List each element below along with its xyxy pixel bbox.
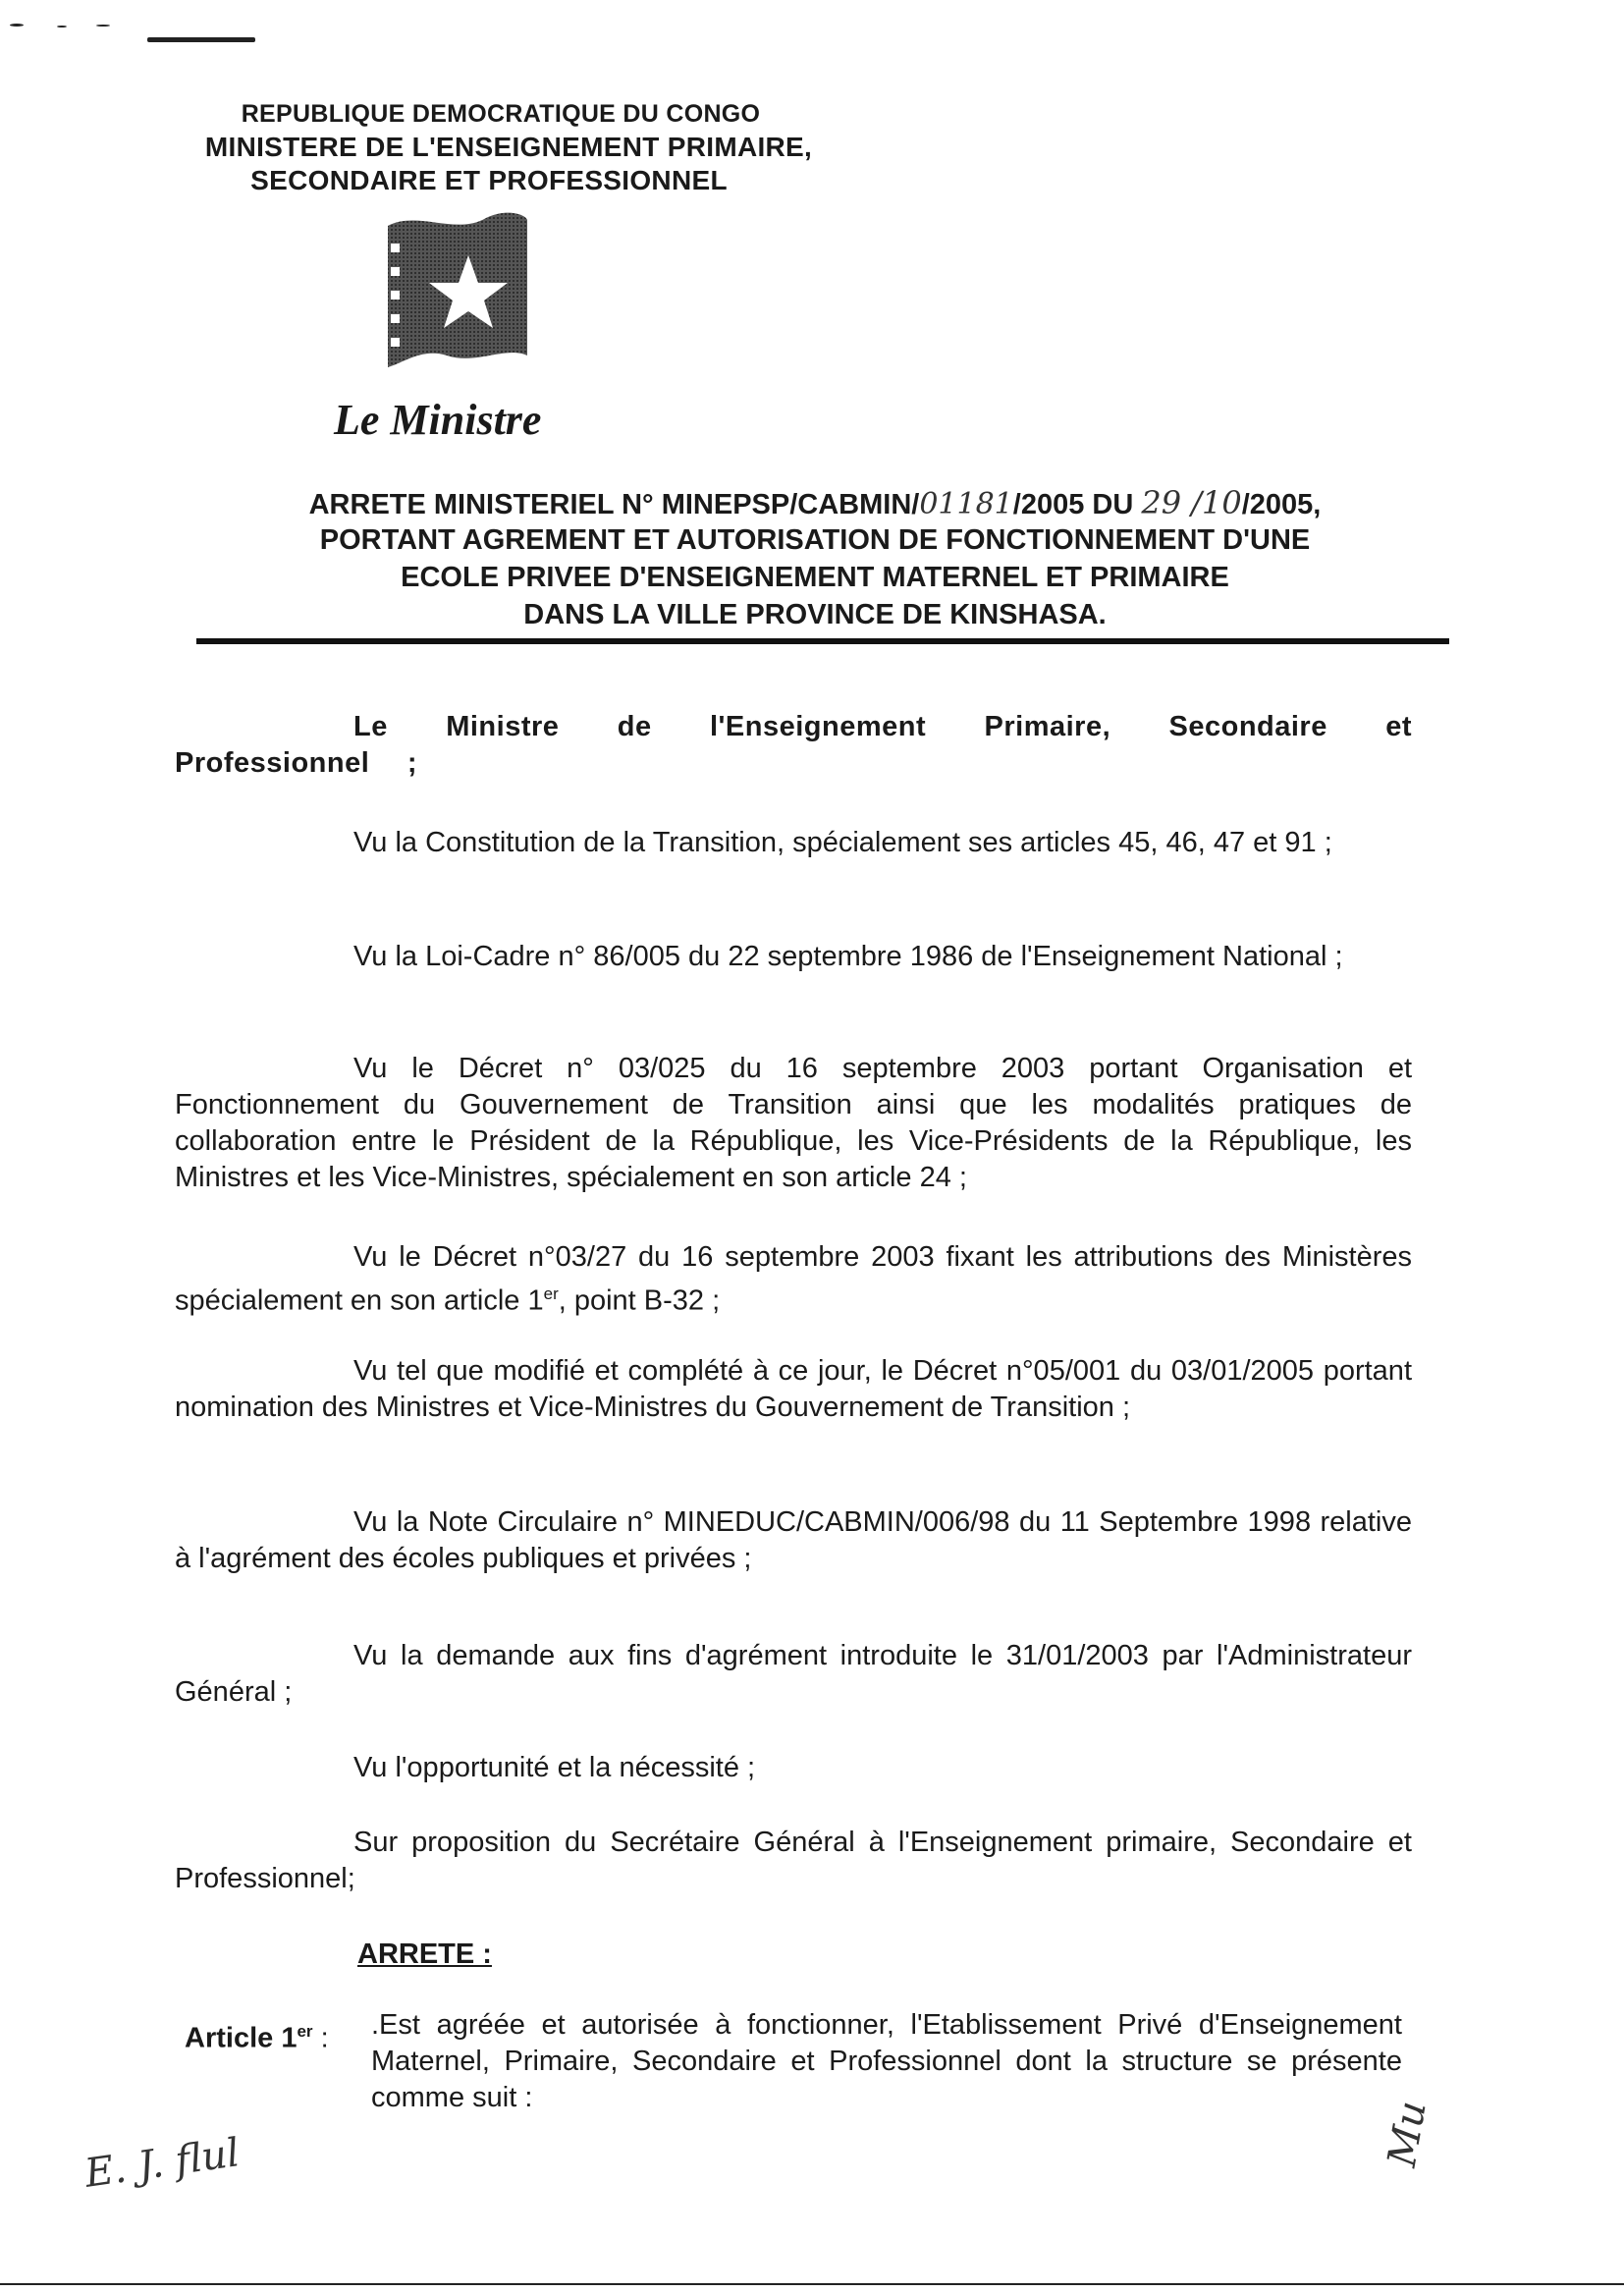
decree-title-line-1 (128, 485, 1502, 523)
arrete-heading: ARRETE : (357, 1938, 492, 1970)
decree-suffix: /2005, (1241, 489, 1322, 520)
paragraph-proposition: Sur proposition du Secrétaire Général à l'Enseignement primaire, Secondaire et Professionnel; (175, 1827, 1412, 1894)
flag-emblem (378, 208, 535, 375)
decree-mid: /2005 DU (1012, 489, 1142, 520)
initials-right: Mu (1379, 2098, 1435, 2170)
paragraph-demande: Vu la demande aux fins d'agrément introduite le 31/01/2003 par l'Administrateur Général ; (175, 1640, 1412, 1708)
title-divider (196, 638, 1449, 644)
signatory-title: Le Ministre (334, 396, 542, 444)
paragraph-opportunite: Vu l'opportunité et la nécessité ; (353, 1752, 756, 1783)
scan-marks (0, 0, 295, 59)
decree-title-line-3: ECOLE PRIVEE D'ENSEIGNEMENT MATERNEL ET PRIMAIRE (401, 562, 1229, 593)
paragraph-decret-05-001: Vu tel que modifié et complété à ce jour, le Décret n°05/001 du 03/01/2005 portant nomination des Ministres et Vice-Ministres du Gouvernement de Transition ; (175, 1355, 1412, 1423)
intro-paragraph: Le Ministre de l'Enseignement Primaire, Secondaire et Professionnel ; (175, 711, 1412, 779)
p4-superscript: er (543, 1284, 559, 1303)
article-colon: : (312, 2022, 329, 2054)
article-label-text: Article 1 (185, 2022, 298, 2054)
paragraph-note-circulaire: Vu la Note Circulaire n° MINEDUC/CABMIN/006/98 du 11 Septembre 1998 relative à l'agrément des écoles publiques et privées ; (175, 1506, 1412, 1574)
p4-text-b: , point B-32 ; (558, 1284, 721, 1317)
initials-left: E. J. flul (81, 2130, 243, 2197)
ministry-line-2: SECONDAIRE ET PROFESSIONNEL (250, 165, 728, 195)
p4-text-a: Vu le Décret n°03/27 du 16 septembre 2003 fixant les attributions des Ministères spécialement en son article 1 (175, 1241, 1412, 1317)
article-1-label (185, 2013, 329, 2057)
bottom-scan-edge (0, 2283, 1624, 2285)
decree-prefix: ARRETE MINISTERIEL N° MINEPSP/CABMIN/ (308, 489, 920, 520)
paragraph-decret-03-27 (175, 1239, 1412, 1320)
country-name: REPUBLIQUE DEMOCRATIQUE DU CONGO (241, 100, 761, 128)
article-1-text: .Est agréée et autorisée à fonctionner, l'Etablissement Privé d'Enseignement Maternel, Primaire, Secondaire et Professionnel dont la structure se présente comme suit : (371, 2009, 1402, 2113)
decree-title-line-2: PORTANT AGREMENT ET AUTORISATION DE FONCTIONNEMENT D'UNE (319, 524, 1311, 556)
ministry-line-1: MINISTERE DE L'ENSEIGNEMENT PRIMAIRE, (204, 132, 813, 162)
paragraph-loi-cadre: Vu la Loi-Cadre n° 86/005 du 22 septembre 1986 de l'Enseignement National ; (353, 941, 1343, 972)
decree-date-handwritten: 29 /10 (1141, 484, 1242, 521)
paragraph-decret-03-025: Vu le Décret n° 03/025 du 16 septembre 2003 portant Organisation et Fonctionnement du Gouvernement de Transition ainsi que les modalités pratiques de collaboration entre le Président de la République, les Vice-Présidents de la République, les Ministres et les Vice-Ministres, spécialement en son article 24 ; (175, 1053, 1412, 1193)
article-superscript: er (297, 2022, 313, 2041)
decree-title-line-4: DANS LA VILLE PROVINCE DE KINSHASA. (523, 599, 1107, 630)
decree-number-handwritten: 01181 (919, 487, 1013, 521)
paragraph-constitution: Vu la Constitution de la Transition, spécialement ses articles 45, 46, 47 et 91 ; (353, 827, 1332, 858)
